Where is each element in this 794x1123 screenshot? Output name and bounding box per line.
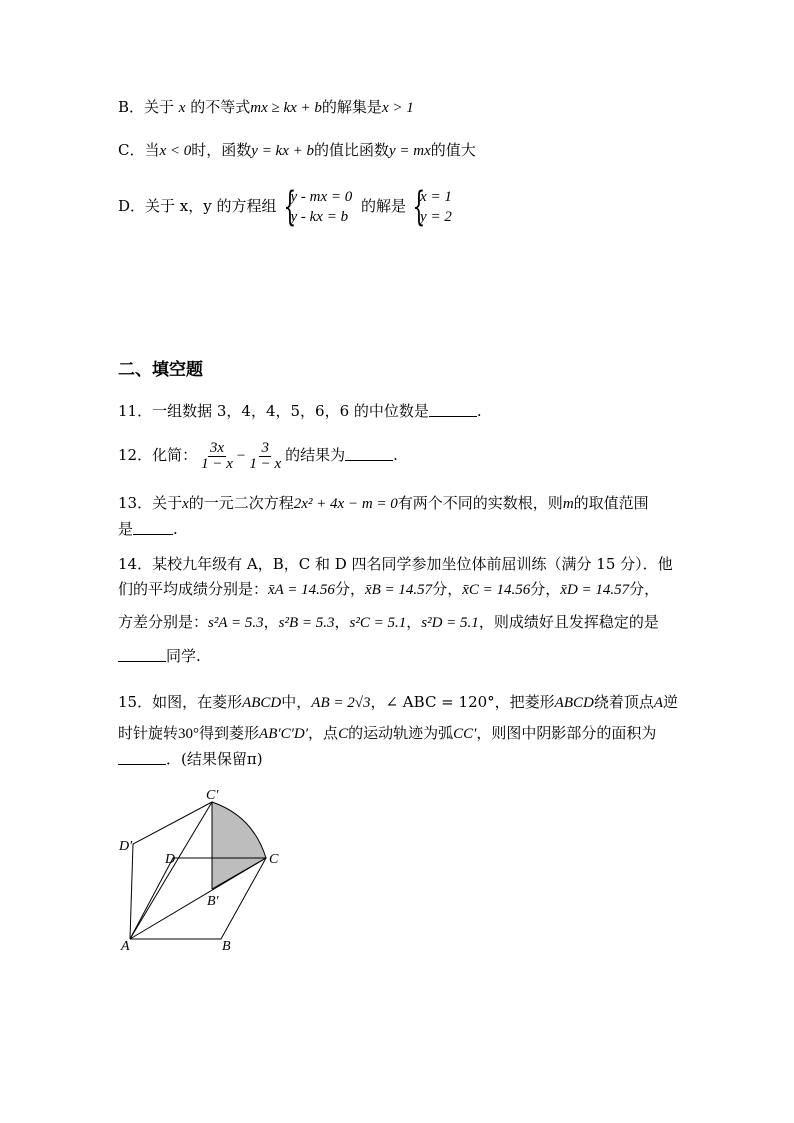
answer-blank[interactable] [118, 750, 166, 765]
variance-b: s²B = 5.3 [278, 615, 335, 631]
mean-c: x̄C = 14.56 [462, 582, 531, 598]
q15-line2-prefix: 时针旋转 [118, 724, 179, 742]
mean-d: x̄D = 14.57 [560, 582, 630, 598]
q13-end: . [173, 520, 178, 538]
fraction-2-den: 1 − x [249, 455, 282, 472]
answer-blank[interactable] [429, 402, 477, 417]
q15-line2-mid2: ，点 [308, 724, 339, 742]
q15-line2-mid3: 的运动轨迹为弧 [348, 724, 454, 742]
q11-text: 11．一组数据 3，4，4，5，6，6 的中位数是 [118, 402, 429, 420]
function-1: y = kx + b [251, 143, 314, 159]
q15-line2-suffix: ，则图中阴影部分的面积为 [476, 724, 657, 742]
q15-prefix: 15．如图，在菱形 [118, 693, 243, 711]
option-c [118, 139, 476, 162]
label-b-prime: B′ [207, 894, 219, 909]
q14-line3-prefix: 方差分别是： [118, 613, 209, 631]
variance-a: s²A = 5.3 [208, 615, 264, 631]
answer-blank[interactable] [345, 446, 393, 461]
option-b-suffix: 的解集是 [321, 98, 382, 116]
question-12 [118, 438, 398, 473]
label-d: D [165, 852, 176, 867]
q15-mid3: 绕着顶点 [593, 693, 654, 711]
answer-blank[interactable] [118, 647, 166, 662]
q14-line2-prefix: 们的平均成绩分别是： [118, 580, 269, 598]
label-c: C [269, 852, 279, 867]
option-c-mid2: 的值比函数 [314, 141, 390, 159]
arc-name: CC′ [453, 726, 477, 742]
fraction-2 [247, 441, 283, 472]
option-b-mid: 的不等式 [185, 98, 251, 116]
solution-row-1: x = 1 [420, 189, 452, 205]
solution-row-2: y = 2 [420, 209, 452, 225]
q13-mid2: 有两个不同的实数根，则 [397, 494, 563, 512]
q15-mid2: ，∠ ABC = 120°，把菱形 [370, 693, 555, 711]
label-b: B [222, 939, 231, 954]
section-title: 二、填空题 [118, 360, 203, 380]
fraction-1-num: 3x [209, 439, 225, 456]
system-row-2: y - kx = b [290, 209, 349, 225]
shaded-region [212, 802, 266, 889]
q13-mid: 的一元二次方程 [188, 494, 294, 512]
mean-a: x̄A = 14.56 [268, 582, 335, 598]
minus-sign: − [236, 448, 246, 464]
option-d-prefix: D．关于 x，y 的方程组 [118, 197, 277, 215]
system-row-1: y - mx = 0 [290, 189, 353, 205]
mean-b: x̄B = 14.57 [364, 582, 433, 598]
var-x: x [182, 496, 189, 512]
rhombus-name: ABCD [554, 695, 594, 711]
label-c-prime: C′ [206, 788, 219, 803]
fraction-1 [199, 441, 235, 472]
rotated-rhombus-name: AB′C′D′ [259, 726, 309, 742]
question-15-line3 [118, 748, 263, 770]
option-c-mid: 时，函数 [191, 141, 252, 159]
unit: 分 [432, 580, 448, 598]
question-14-line2: 们的平均成绩分别是：x̄A = 14.56分，x̄B = 14.57分，x̄C = 14.56分，x̄D = 14.57分， [118, 580, 660, 598]
rhombus-name: ABCD [242, 695, 282, 711]
vertex-a: A [653, 695, 664, 711]
question-13-line2 [118, 518, 178, 540]
q13-suffix: 的取值范围 [573, 494, 649, 512]
variance-c: s²C = 5.1 [349, 615, 407, 631]
q15-end1: 逆 [663, 693, 679, 711]
option-c-suffix: 的值大 [430, 141, 476, 159]
question-14-line4 [118, 645, 201, 667]
q15-mid1: 中， [281, 693, 312, 711]
side-length: AB = 2√3 [311, 695, 371, 711]
vertex-c: C [338, 726, 349, 742]
q12-suffix: 的结果为 [285, 446, 346, 464]
fraction-2-num: 3 [261, 439, 269, 456]
rotation-angle: 30° [178, 726, 200, 742]
question-11 [118, 400, 482, 422]
solution-system: { x = 1 y = 2 [412, 184, 452, 230]
option-b-prefix: B．关于 [118, 98, 179, 116]
q12-prefix: 12．化简： [118, 446, 198, 464]
variance-d: s²D = 5.1 [421, 615, 479, 631]
question-14-line1: 14．某校九年级有 A，B，C 和 D 四名同学参加坐位体前屈训练（满分 15 分）．他 [118, 555, 673, 573]
option-d-mid: 的解是 [356, 197, 407, 215]
question-15-line1 [118, 691, 678, 714]
solution-set: x > 1 [381, 100, 414, 116]
answer-blank[interactable] [133, 520, 173, 535]
q15-line3: ．(结果保留π) [166, 750, 263, 768]
unit: 分 [334, 580, 350, 598]
q13-prefix: 13．关于 [118, 494, 183, 512]
condition: x < 0 [159, 143, 192, 159]
label-a: A [121, 939, 130, 954]
label-d-prime: D′ [119, 839, 133, 854]
q14-line3-suffix: ，则成绩好且发挥稳定的是 [478, 613, 659, 631]
option-c-prefix: C．当 [118, 141, 160, 159]
rhombus-figure [115, 784, 315, 954]
question-14-line3: 方差分别是：s²A = 5.3，s²B = 5.3，s²C = 5.1，s²D = 5.1，则成绩好且发挥稳定的是 [118, 613, 659, 631]
diagonal-ac1 [130, 802, 212, 939]
unit: 分 [629, 580, 645, 598]
q12-end: . [393, 446, 398, 464]
quadratic-equation: 2x² + 4x − m = 0 [293, 496, 398, 512]
var-x: x [178, 100, 186, 116]
equation-system: { y - mx = 0 y - kx = b [283, 184, 353, 230]
inequality: mx ≥ kx + b [250, 100, 322, 116]
option-d [118, 184, 456, 230]
question-15-line2 [118, 722, 656, 745]
option-b [118, 96, 414, 119]
question-13 [118, 492, 649, 515]
var-m: m [562, 496, 574, 512]
fraction-1-den: 1 − x [201, 455, 233, 472]
q13-line2: 是 [118, 520, 134, 538]
unit: 分 [530, 580, 546, 598]
q11-end: . [476, 402, 482, 420]
function-2: y = mx [389, 143, 431, 159]
q14-line4: 同学. [166, 647, 201, 665]
q15-line2-mid: 得到菱形 [199, 724, 260, 742]
